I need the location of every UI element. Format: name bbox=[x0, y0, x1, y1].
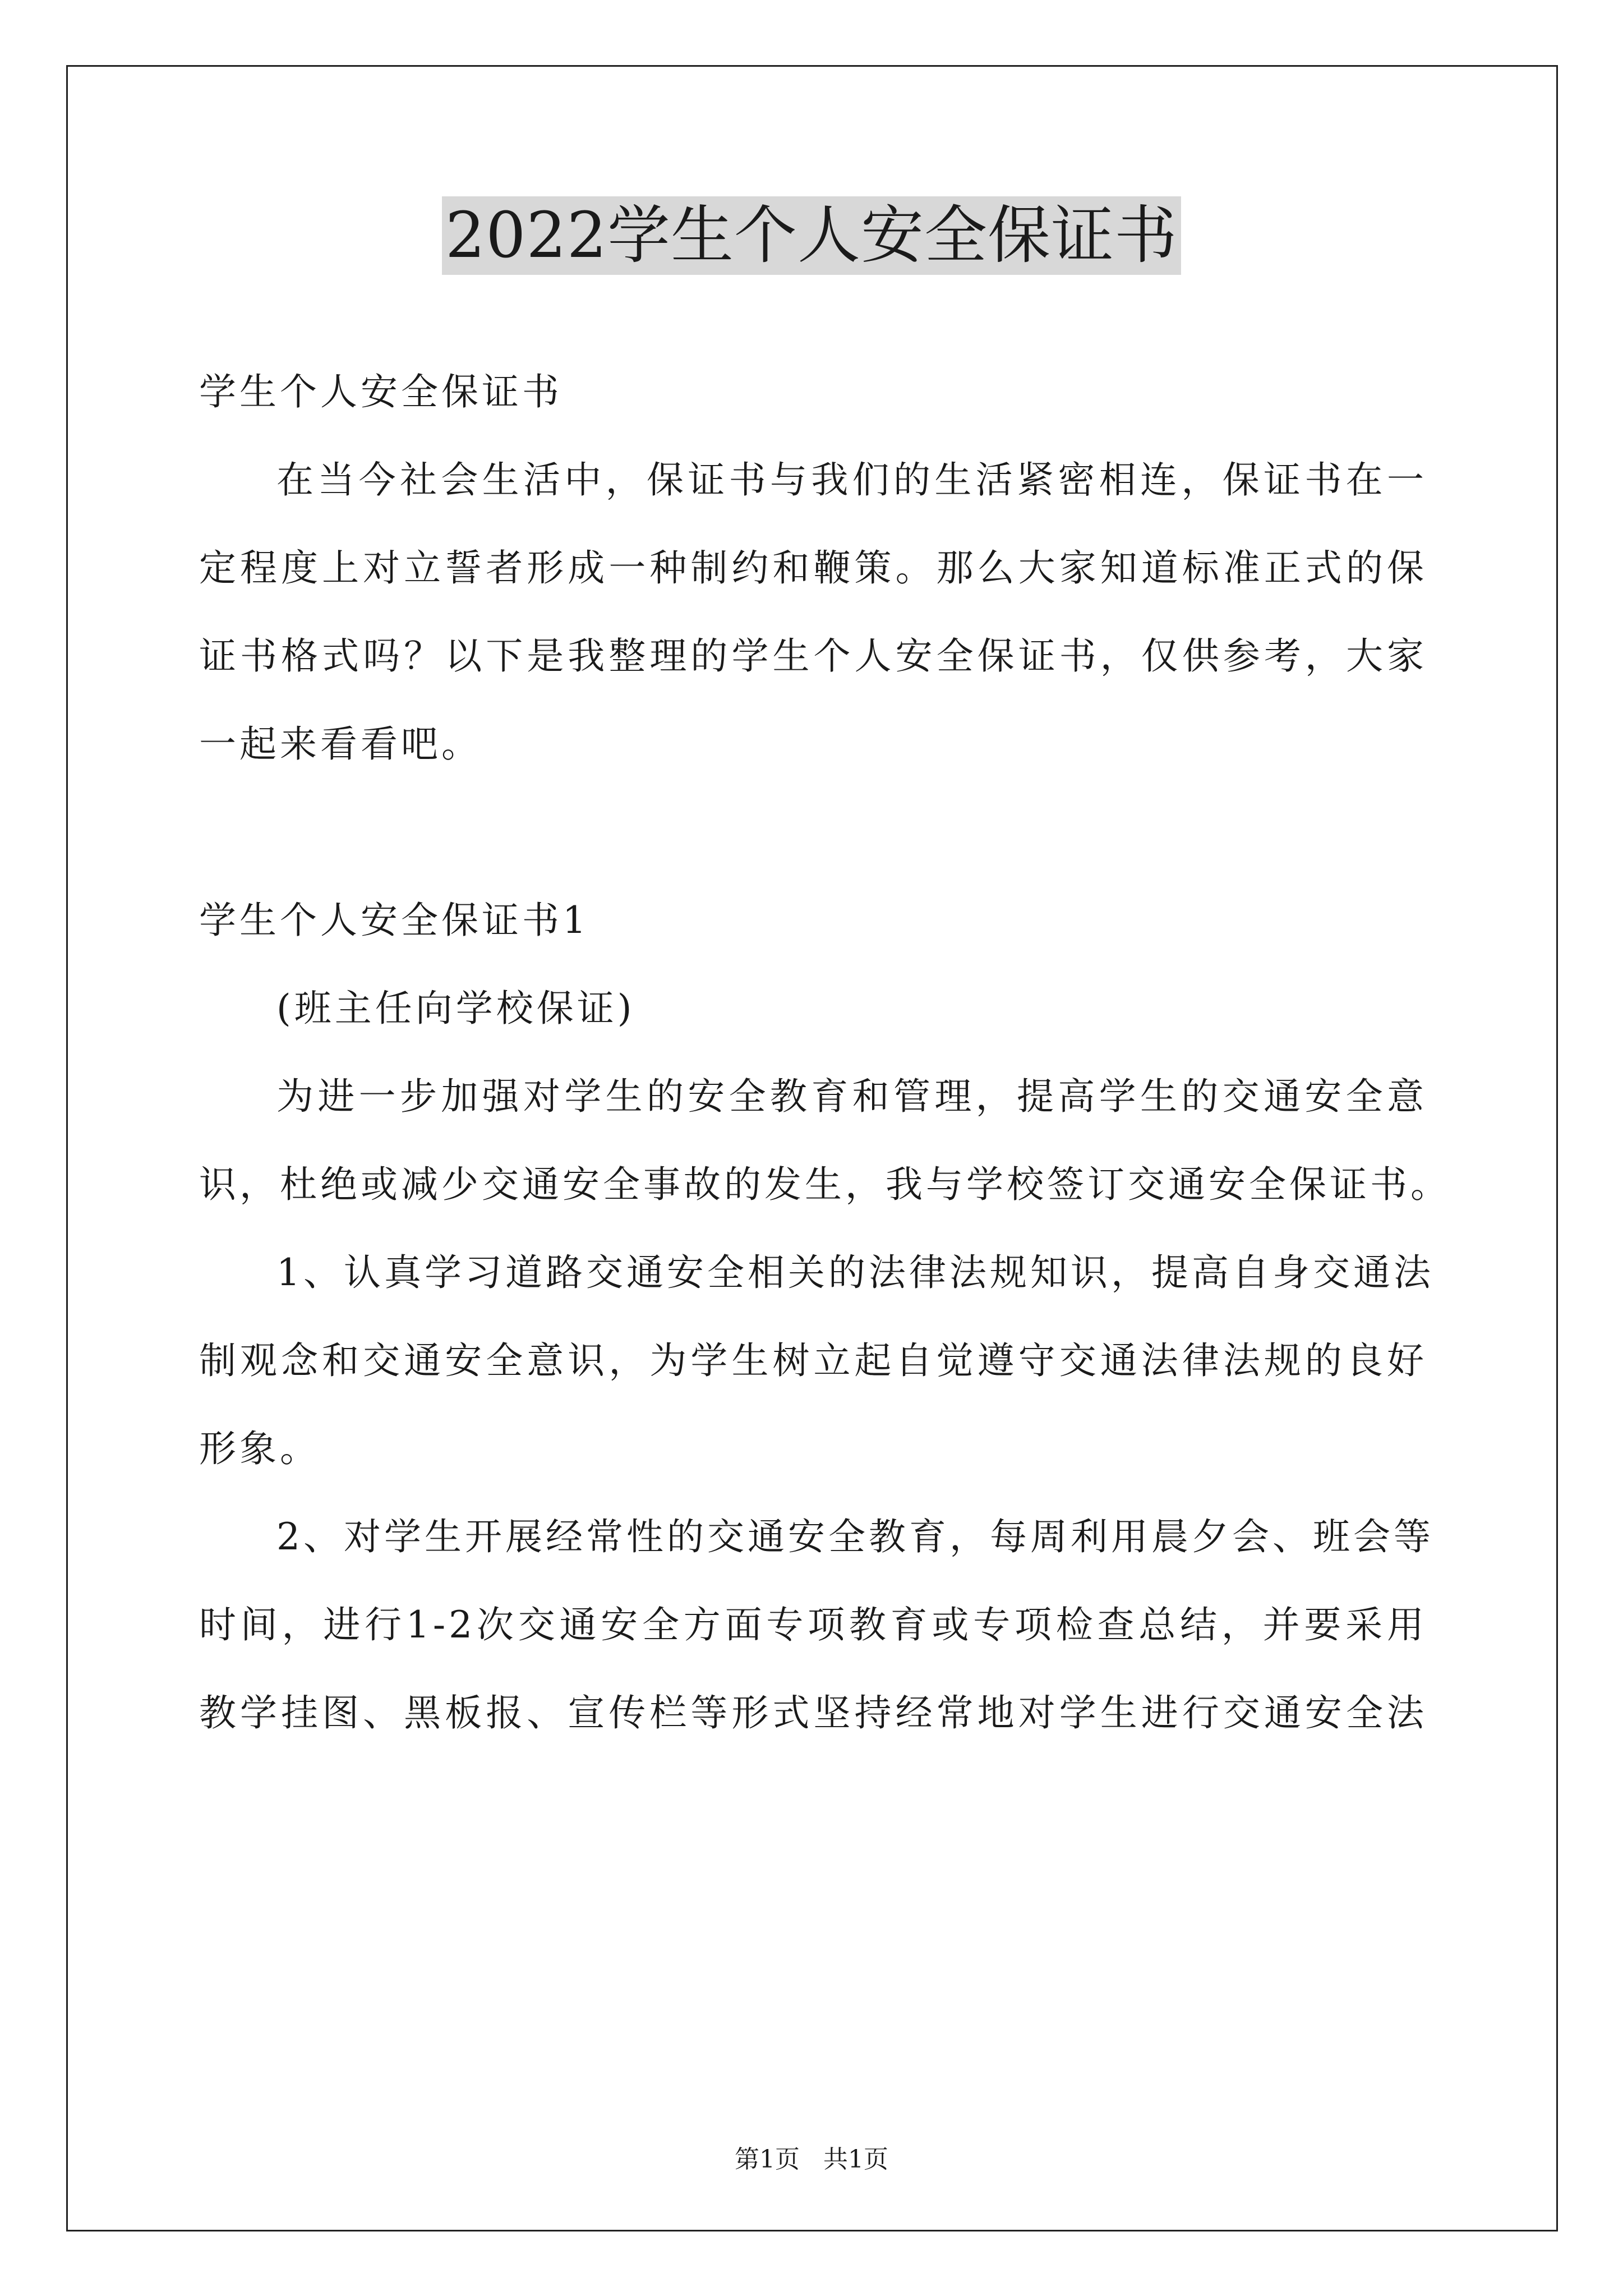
paragraph-line: 2、对学生开展经常性的交通安全教育，每周利用晨夕会、班会等 bbox=[276, 1515, 1434, 1558]
paragraph-line: 教学挂图、黑板报、宣传栏等形式坚持经常地对学生进行交通安全法 bbox=[199, 1691, 1427, 1734]
paragraph-line: 时间，进行1-2次交通安全方面专项教育或专项检查总结，并要采用 bbox=[199, 1603, 1427, 1646]
paragraph-line: 在当今社会生活中，保证书与我们的生活紧密相连，保证书在一 bbox=[276, 458, 1427, 501]
section-heading: 学生个人安全保证书1 bbox=[199, 899, 589, 942]
paragraph-line: 一起来看看吧。 bbox=[199, 723, 482, 766]
paragraph-line: (班主任向学校保证) bbox=[276, 987, 635, 1030]
paragraph-line: 制观念和交通安全意识，为学生树立起自觉遵守交通法律法规的良好 bbox=[199, 1339, 1427, 1382]
document-title: 2022学生个人安全保证书 bbox=[442, 196, 1181, 275]
paragraph-line: 识，杜绝或减少交通安全事故的发生，我与学校签订交通安全保证书。 bbox=[199, 1163, 1451, 1206]
paragraph-line: 为进一步加强对学生的安全教育和管理，提高学生的交通安全意 bbox=[276, 1075, 1427, 1118]
paragraph-line: 1、认真学习道路交通安全相关的法律法规知识，提高自身交通法 bbox=[276, 1251, 1434, 1294]
title-container bbox=[0, 196, 1623, 275]
paragraph-line: 证书格式吗？以下是我整理的学生个人安全保证书，仅供参考，大家 bbox=[199, 634, 1427, 678]
blank-line bbox=[199, 788, 1427, 876]
section-heading: 学生个人安全保证书 bbox=[199, 370, 562, 413]
paragraph-line: 定程度上对立誓者形成一种制约和鞭策。那么大家知道标准正式的保 bbox=[199, 546, 1427, 590]
page-footer: 第1页 共1页 bbox=[735, 2145, 888, 2174]
document-body bbox=[199, 348, 1451, 1757]
paragraph-line: 形象。 bbox=[199, 1427, 320, 1470]
